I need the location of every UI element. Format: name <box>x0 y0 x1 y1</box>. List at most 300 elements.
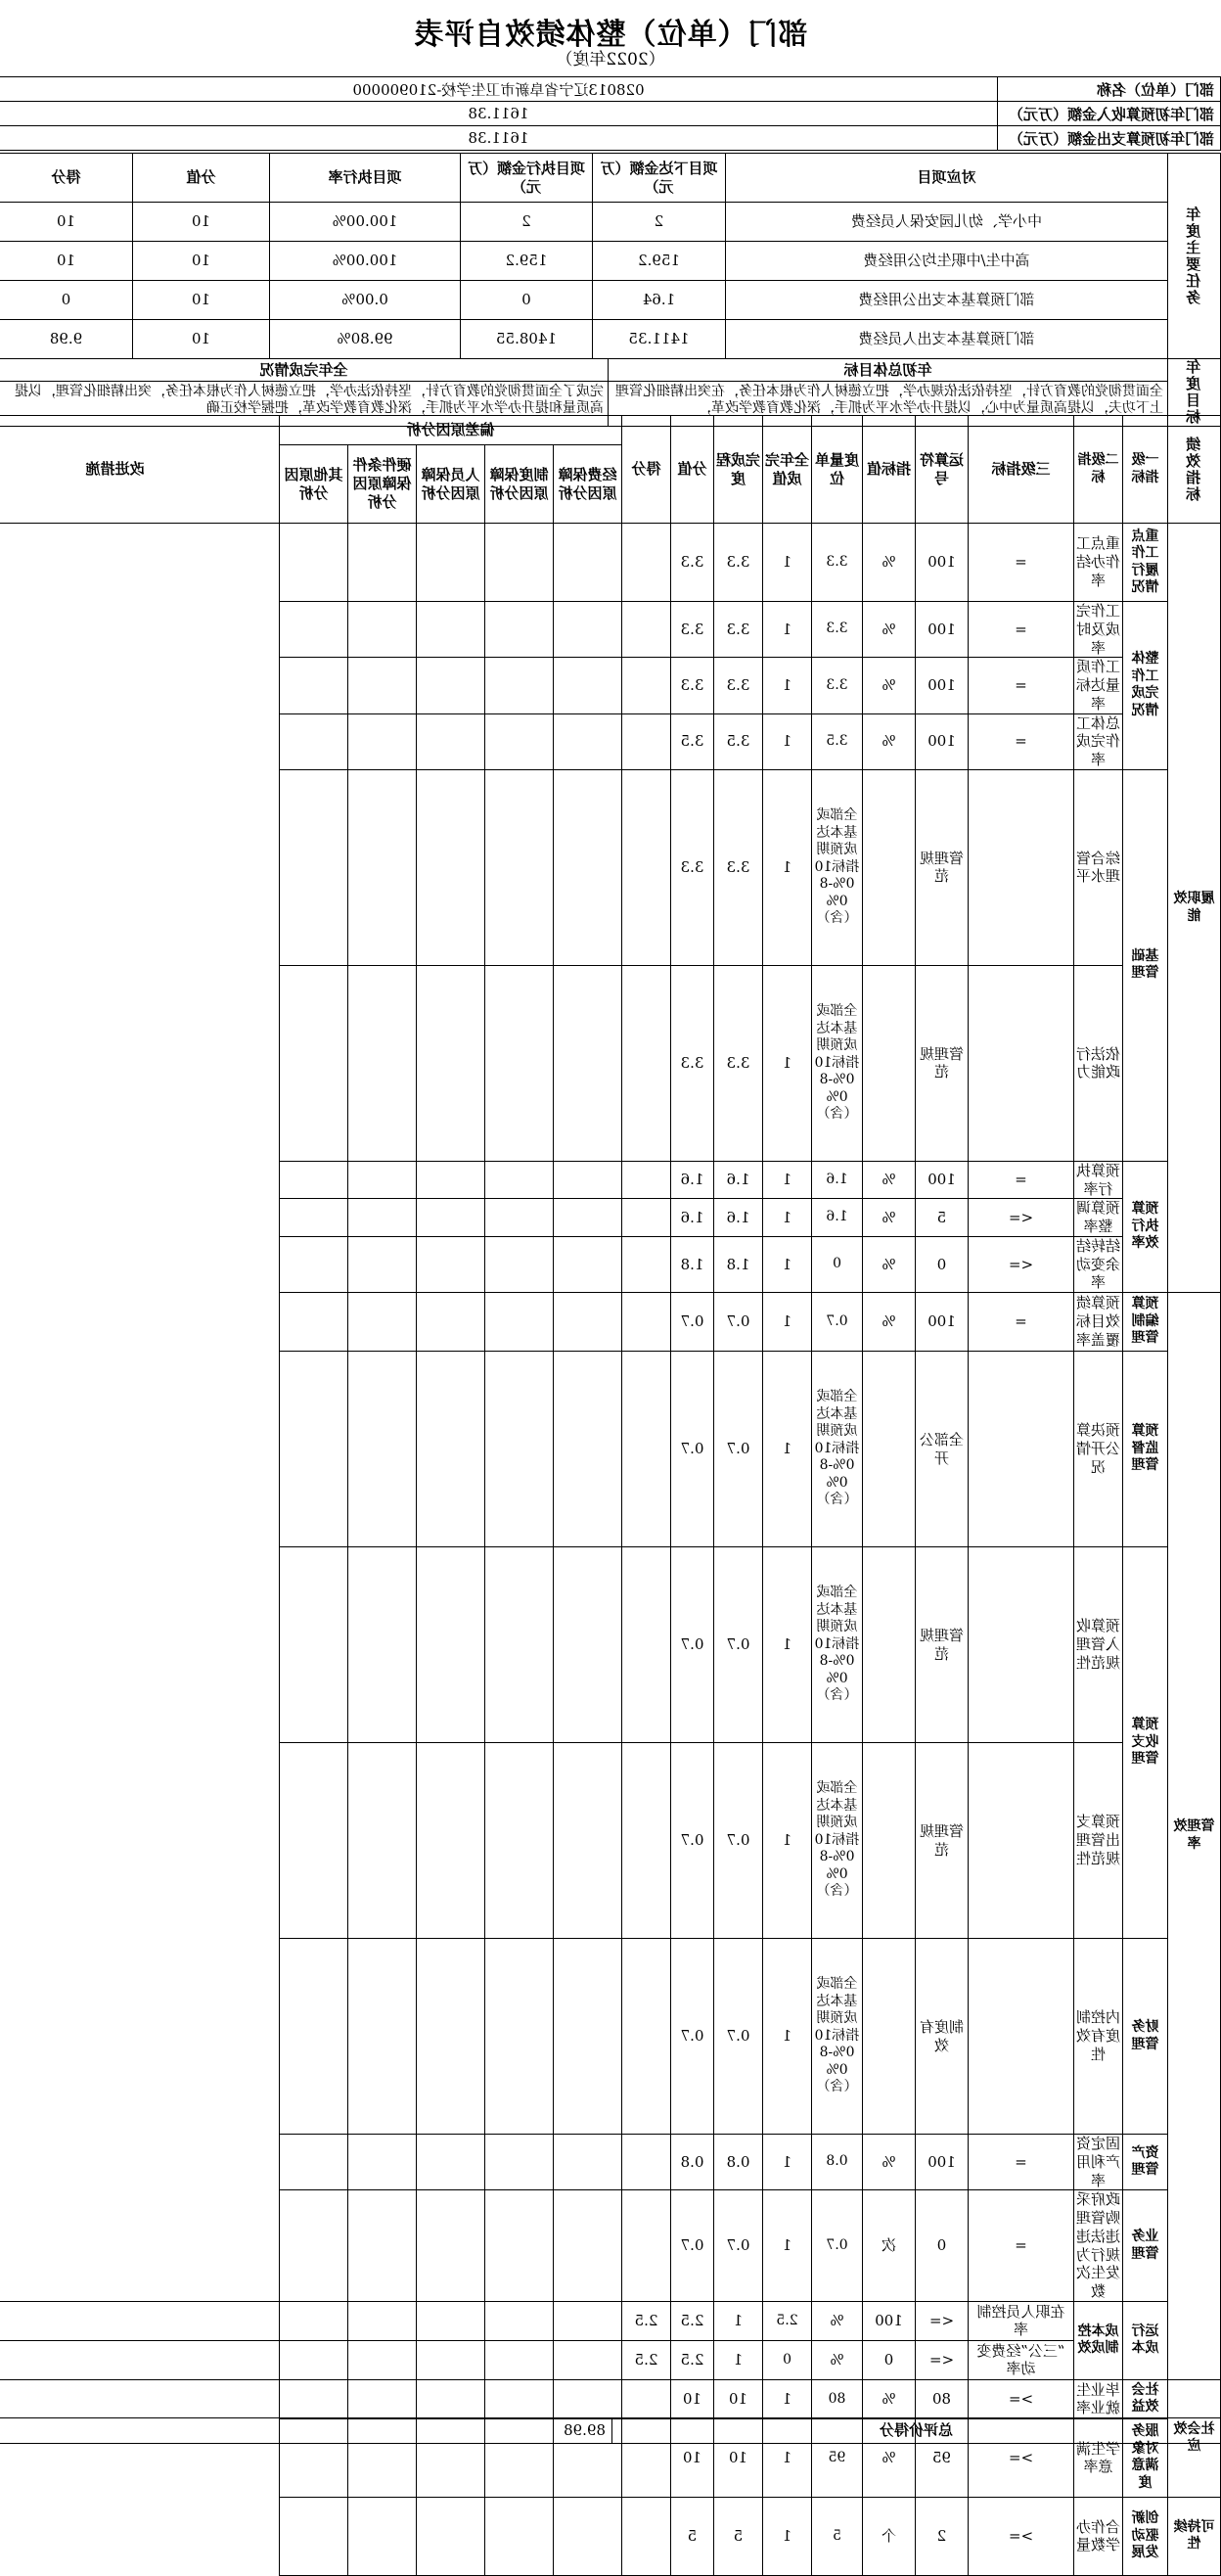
dev-hardware <box>417 2190 485 2302</box>
score-value: 2.5 <box>671 2301 714 2340</box>
score: 3.3 <box>671 524 714 602</box>
score-value: 5 <box>714 2497 763 2575</box>
header-score: 得分 <box>622 416 671 524</box>
dev-system <box>554 2190 622 2302</box>
score: 3.5 <box>671 713 714 769</box>
operator <box>969 1352 1074 1547</box>
completion-rate: 1 <box>763 1236 812 1292</box>
table-row <box>0 524 1221 602</box>
table-row <box>0 1293 1221 1352</box>
unit: 个 <box>863 2497 916 2575</box>
dev-staff <box>485 2135 554 2190</box>
header-l1: 一级指标 <box>1123 416 1168 524</box>
improvement <box>279 1352 347 1547</box>
score: 5 <box>671 2497 714 2575</box>
table-row <box>0 320 1221 359</box>
indicator-l3: 工作质量达标率 <box>1074 658 1123 713</box>
improvement <box>279 1547 347 1743</box>
dev-funding <box>622 965 671 1161</box>
operator: >= <box>969 2379 1074 2418</box>
unit: 次 <box>863 2190 916 2302</box>
header-actual: 全年完成值 <box>763 416 812 524</box>
completion-rate: 1 <box>763 1352 812 1547</box>
dev-hardware <box>417 713 485 769</box>
actual-value: 全部或基本达成预期指标100%-80%（含） <box>812 1352 863 1547</box>
dev-funding <box>554 2340 622 2379</box>
score-value: 3.3 <box>714 602 763 658</box>
improvement <box>279 713 347 769</box>
score: 0.8 <box>671 2135 714 2190</box>
completion-rate: 1 <box>763 713 812 769</box>
indicator-l3: 工作完成及时率 <box>1074 602 1123 658</box>
header-operator: 运算符号 <box>916 416 969 524</box>
dev-other <box>348 769 417 965</box>
unit: % <box>863 658 916 713</box>
header-l2: 二级指标 <box>1074 416 1123 524</box>
score: 3.3 <box>671 658 714 713</box>
tasks-header-rate: 项目执行率 <box>270 154 461 203</box>
dev-hardware <box>417 2135 485 2190</box>
dev-staff <box>485 2190 554 2302</box>
dev-other <box>348 1199 417 1237</box>
target-value: 全部公开 <box>916 1352 969 1547</box>
dev-other <box>348 1293 417 1352</box>
dev-hardware <box>417 965 485 1161</box>
dev-staff <box>485 658 554 713</box>
completion-rate: 1 <box>763 1199 812 1237</box>
header-improve: 改进措施 <box>0 416 279 524</box>
performance-table <box>0 415 1221 2576</box>
completion-rate: 1 <box>763 1293 812 1352</box>
income-value: 1611.38 <box>0 102 998 126</box>
operator: <= <box>916 2301 969 2340</box>
table-row <box>0 769 1221 965</box>
dev-funding <box>622 1199 671 1237</box>
score-value: 2.5 <box>671 2340 714 2379</box>
dev-system <box>554 1199 622 1237</box>
dev-staff <box>485 1236 554 1292</box>
dev-funding <box>622 1547 671 1743</box>
table-row <box>0 2340 1221 2379</box>
score-value: 0.7 <box>714 1293 763 1352</box>
task-executed: 159.2 <box>461 242 593 281</box>
table-row <box>0 2497 1221 2575</box>
score: 2.5 <box>622 2301 671 2340</box>
table-row <box>0 658 1221 713</box>
completion-rate: 1 <box>763 769 812 965</box>
task-rate: 99.80% <box>270 320 461 359</box>
indicator-l3: 固定资产利用率 <box>1074 2135 1123 2190</box>
score: 0.7 <box>671 1293 714 1352</box>
dev-hardware <box>417 658 485 713</box>
dev-funding <box>622 1293 671 1352</box>
dev-hardware <box>417 524 485 602</box>
score: 0.7 <box>671 1352 714 1547</box>
header-completion: 完成程度 <box>714 416 763 524</box>
completion-rate: 1 <box>763 524 812 602</box>
table-row <box>0 1161 1221 1199</box>
task-rate: 0.00% <box>270 281 461 320</box>
expense-label: 部门年初预算支出金额（万元） <box>998 126 1221 151</box>
operator: = <box>969 524 1074 602</box>
dev-staff <box>485 1547 554 1743</box>
dev-other <box>348 1161 417 1199</box>
dev-hardware <box>417 1939 485 2135</box>
dev-staff <box>485 1743 554 1939</box>
task-project: 高中生/中职生均公用经费 <box>726 242 1168 281</box>
task-project: 中小学、幼儿园安保人员经费 <box>726 203 1168 242</box>
target-value: 100 <box>916 713 969 769</box>
dev-hardware <box>417 1199 485 1237</box>
dev-hardware <box>417 2497 485 2575</box>
operator: = <box>969 658 1074 713</box>
actual-value: 全部或基本达成预期指标100%-80%（含） <box>812 1939 863 2135</box>
total-table <box>0 2417 1221 2444</box>
dev-other <box>348 2497 417 2575</box>
completion-rate: 1 <box>763 602 812 658</box>
improvement <box>279 769 347 965</box>
table-row <box>0 965 1221 1161</box>
actual-value: 3.3 <box>812 658 863 713</box>
indicator-l2: 整体工作完成情况 <box>1123 602 1168 770</box>
dev-hardware <box>417 1352 485 1547</box>
tasks-header-project: 对应项目 <box>726 154 1168 203</box>
indicator-l3: 内控制度有效性 <box>1074 1939 1123 2135</box>
dev-hardware <box>417 1236 485 1292</box>
dev-funding <box>622 2135 671 2190</box>
indicator-l3: 总体工作完成率 <box>1074 713 1123 769</box>
dev-staff <box>485 1939 554 2135</box>
actual-value: 全部或基本达成预期指标100%-80%（含） <box>812 1547 863 1743</box>
unit: % <box>863 524 916 602</box>
dev-system <box>554 713 622 769</box>
score-value: 1.6 <box>714 1199 763 1237</box>
improvement <box>279 524 347 602</box>
dev-funding <box>622 2190 671 2302</box>
dev-funding <box>622 1352 671 1547</box>
dev-staff <box>485 769 554 965</box>
score: 0.7 <box>671 1743 714 1939</box>
target-value: 100 <box>916 2135 969 2190</box>
indicator-l1: 可持续性 <box>1168 2497 1221 2575</box>
dev-funding <box>622 1236 671 1292</box>
indicator-l2: 服务对象满意度 <box>1123 2418 1168 2497</box>
target-value: 100 <box>916 1161 969 1199</box>
indicator-l2: 预算执行效率 <box>1123 1161 1168 1292</box>
unit: % <box>863 602 916 658</box>
header-unit: 度量单位 <box>812 416 863 524</box>
dev-staff <box>417 2301 485 2340</box>
score-value: 10 <box>714 2379 763 2418</box>
dev-funding <box>554 2301 622 2340</box>
income-label: 部门年初预算收入金额（万元） <box>998 102 1221 126</box>
dev-staff <box>485 1352 554 1547</box>
task-score: 0 <box>0 281 133 320</box>
header-score-value: 分值 <box>671 416 714 524</box>
indicator-l3: 依法行政能力 <box>1074 965 1123 1161</box>
indicator-l2: 财务管理 <box>1123 1939 1168 2135</box>
target-value: 100 <box>916 658 969 713</box>
target-value: 100 <box>916 1293 969 1352</box>
dev-funding <box>622 1743 671 1939</box>
indicator-l3: “三公”经费变动率 <box>969 2340 1074 2379</box>
indicator-l3: 政府采购管理违法违规行为发生次数 <box>1074 2190 1123 2302</box>
actual-value: 2.5 <box>763 2301 812 2340</box>
operator: = <box>969 602 1074 658</box>
completion-rate: 1 <box>763 2190 812 2302</box>
score: 1.8 <box>671 1236 714 1292</box>
dev-system <box>554 1293 622 1352</box>
task-project: 部门预算基本支出公用经费 <box>726 281 1168 320</box>
completion-rate: 1 <box>763 2135 812 2190</box>
completion-rate: 1 <box>763 2418 812 2497</box>
score: 10 <box>671 2379 714 2418</box>
target-value: 5 <box>916 1199 969 1237</box>
dev-funding <box>622 2379 671 2418</box>
completion-rate: 1 <box>763 2379 812 2418</box>
task-rate: 100.00% <box>270 242 461 281</box>
task-score: 9.98 <box>0 320 133 359</box>
unit <box>863 1547 916 1743</box>
improvement <box>0 2301 279 2340</box>
dev-system <box>554 602 622 658</box>
table-row <box>0 713 1221 769</box>
unit: % <box>863 2135 916 2190</box>
dev-system <box>554 1939 622 2135</box>
task-value: 10 <box>133 203 270 242</box>
target-value: 0 <box>916 1236 969 1292</box>
target-value: 80 <box>916 2379 969 2418</box>
indicator-l3: 毕业生就业率 <box>1074 2379 1123 2418</box>
dev-funding <box>622 524 671 602</box>
actual-value: 0 <box>812 1236 863 1292</box>
score: 2.5 <box>622 2340 671 2379</box>
improvement <box>279 2135 347 2190</box>
table-row <box>0 2135 1221 2190</box>
dev-staff <box>485 524 554 602</box>
unit: % <box>863 2379 916 2418</box>
dept-row <box>0 77 1221 102</box>
indicator-l2: 资产管理 <box>1123 2135 1168 2190</box>
actual-value: 0 <box>763 2340 812 2379</box>
score-value: 1.8 <box>714 1236 763 1292</box>
header-deviation: 偏差原因分析 <box>279 416 621 445</box>
indicator-l2: 社会效益 <box>1123 2379 1168 2418</box>
indicator-l2: 成本控制成效 <box>1074 2301 1123 2379</box>
dev-hardware <box>417 1743 485 1939</box>
score: 0.7 <box>671 1547 714 1743</box>
indicator-l3: 预算调整率 <box>1074 1199 1123 1237</box>
goals-side-label: 年度目标 <box>1168 359 1221 427</box>
dev-other <box>348 2190 417 2302</box>
task-project: 部门预算基本支出人员经费 <box>726 320 1168 359</box>
dev-staff <box>485 1293 554 1352</box>
target-value: 制度有效 <box>916 1939 969 2135</box>
unit: % <box>863 713 916 769</box>
dev-other <box>279 2340 347 2379</box>
completion-rate: 1 <box>763 658 812 713</box>
target-value: 0 <box>916 2190 969 2302</box>
operator <box>969 965 1074 1161</box>
indicator-l3: 预算绩效目标覆盖率 <box>1074 1293 1123 1352</box>
dev-hardware <box>348 2340 417 2379</box>
improvement <box>279 2190 347 2302</box>
target-value: 2 <box>916 2497 969 2575</box>
indicator-l3: 结转结余变动率 <box>1074 1236 1123 1292</box>
unit <box>863 1352 916 1547</box>
unit <box>863 1939 916 2135</box>
header-dev-system: 制度保障原因分析 <box>485 445 554 524</box>
task-allocated: 1.64 <box>593 281 726 320</box>
task-score: 10 <box>0 203 133 242</box>
dev-hardware <box>417 1161 485 1199</box>
tasks-side-label: 年度主要任务 <box>1168 154 1221 359</box>
page-subtitle: （2022年度） <box>556 50 665 69</box>
dev-system <box>554 1743 622 1939</box>
actual-value: 3.3 <box>812 524 863 602</box>
dev-system <box>554 965 622 1161</box>
target-value: 管理规范 <box>916 965 969 1161</box>
score-value: 10 <box>714 2418 763 2497</box>
tasks-header-executed: 项目执行金额（万元） <box>461 154 593 203</box>
dev-staff <box>485 2497 554 2575</box>
dev-system <box>554 1236 622 1292</box>
indicator-l3: 学生满意率 <box>1074 2418 1123 2497</box>
score: 1.6 <box>671 1161 714 1199</box>
dev-funding <box>622 1161 671 1199</box>
score-value: 0.7 <box>714 1939 763 2135</box>
dev-other <box>348 713 417 769</box>
dev-funding <box>622 713 671 769</box>
completion-rate: 1 <box>714 2301 763 2340</box>
improvement <box>279 602 347 658</box>
dev-funding <box>622 1939 671 2135</box>
actual-value: 1.6 <box>812 1199 863 1237</box>
unit <box>863 769 916 965</box>
actual-value: 95 <box>812 2418 863 2497</box>
score: 0.7 <box>671 1939 714 2135</box>
score: 1.6 <box>671 1199 714 1237</box>
dept-value: 028013辽宁省阜新市卫生学校-210900000 <box>0 77 998 102</box>
task-allocated: 159.2 <box>593 242 726 281</box>
indicator-l2: 基础管理 <box>1123 769 1168 1161</box>
score: 3.3 <box>671 965 714 1161</box>
completion-header: 全年完成情况 <box>0 359 609 382</box>
total-value: 89.98 <box>0 2418 612 2444</box>
table-row <box>0 602 1221 658</box>
dev-other <box>279 2301 347 2340</box>
task-allocated: 2 <box>593 203 726 242</box>
operator: = <box>969 2135 1074 2190</box>
indicator-l1: 社会效应 <box>1168 2379 1221 2497</box>
dev-other <box>348 1352 417 1547</box>
dev-staff <box>485 713 554 769</box>
score-value: 1.6 <box>714 1161 763 1199</box>
dev-system <box>554 2497 622 2575</box>
tasks-table <box>0 153 1221 359</box>
score: 10 <box>671 2418 714 2497</box>
header-dev-funding: 经费保障原因分析 <box>554 445 622 524</box>
unit: % <box>812 2340 863 2379</box>
operator: = <box>969 713 1074 769</box>
actual-value: 全部或基本达成预期指标100%-80%（含） <box>812 769 863 965</box>
target-value: 100 <box>916 602 969 658</box>
operator: >= <box>969 2418 1074 2497</box>
table-row <box>0 242 1221 281</box>
dev-system <box>554 1547 622 1743</box>
dev-other <box>348 2379 417 2418</box>
target-value: 管理规范 <box>916 769 969 965</box>
dev-other <box>348 1236 417 1292</box>
indicator-l3: 合作办学数量 <box>1074 2497 1123 2575</box>
completion-rate: 1 <box>763 1547 812 1743</box>
completion-rate: 1 <box>763 1939 812 2135</box>
table-row <box>0 281 1221 320</box>
table-row <box>0 2301 1221 2340</box>
dev-staff <box>485 1199 554 1237</box>
completion-rate: 1 <box>763 1161 812 1199</box>
improvement <box>279 658 347 713</box>
target-value: 100 <box>863 2301 916 2340</box>
indicator-l2: 预算编制管理 <box>1123 1293 1168 1352</box>
task-rate: 100.00% <box>270 203 461 242</box>
header-dev-other: 其他原因分析 <box>279 445 347 524</box>
improvement <box>279 1939 347 2135</box>
improvement <box>279 1293 347 1352</box>
actual-value: 5 <box>812 2497 863 2575</box>
dev-funding <box>622 2497 671 2575</box>
dev-hardware <box>417 2379 485 2418</box>
actual-value: 3.3 <box>812 602 863 658</box>
dev-system <box>485 2340 554 2379</box>
indicator-l3: 预算支出管理规范性 <box>1074 1743 1123 1939</box>
dev-system <box>554 524 622 602</box>
score-value: 0.7 <box>714 2190 763 2302</box>
improvement <box>279 965 347 1161</box>
actual-value: 0.7 <box>812 1293 863 1352</box>
expense-value: 1611.38 <box>0 126 998 151</box>
dev-other <box>348 602 417 658</box>
table-row <box>0 1199 1221 1237</box>
expense-row <box>0 126 1221 151</box>
target-value: 管理规范 <box>916 1547 969 1743</box>
improvement <box>279 2497 347 2575</box>
score-value: 0.8 <box>714 2135 763 2190</box>
dev-funding <box>622 658 671 713</box>
table-row <box>0 1939 1221 2135</box>
dev-system <box>554 2135 622 2190</box>
initial-goal-text: 全面贯彻党的教育方针，坚持依法依规办学，把立德树人作为根本任务，在突出精细化管理上下功夫，以提高质量为中心，以提升办学水平为抓手，深化教育教学改革， <box>609 381 1168 426</box>
target-value: 100 <box>916 524 969 602</box>
header-target: 指标值 <box>863 416 916 524</box>
dev-staff <box>417 2340 485 2379</box>
table-row <box>0 1236 1221 1292</box>
target-value: 管理规范 <box>916 1743 969 1939</box>
operator <box>969 769 1074 965</box>
indicator-l2: 预算收支管理 <box>1123 1547 1168 1939</box>
task-value: 10 <box>133 281 270 320</box>
task-allocated: 1411.35 <box>593 320 726 359</box>
table-row <box>0 1547 1221 1743</box>
dev-system <box>554 658 622 713</box>
unit: % <box>863 1293 916 1352</box>
header-l3: 三级指标 <box>969 416 1074 524</box>
operator <box>969 1547 1074 1743</box>
dev-other <box>348 1547 417 1743</box>
operator: = <box>969 1293 1074 1352</box>
dev-system <box>485 2301 554 2340</box>
score-value: 0.7 <box>714 1743 763 1939</box>
